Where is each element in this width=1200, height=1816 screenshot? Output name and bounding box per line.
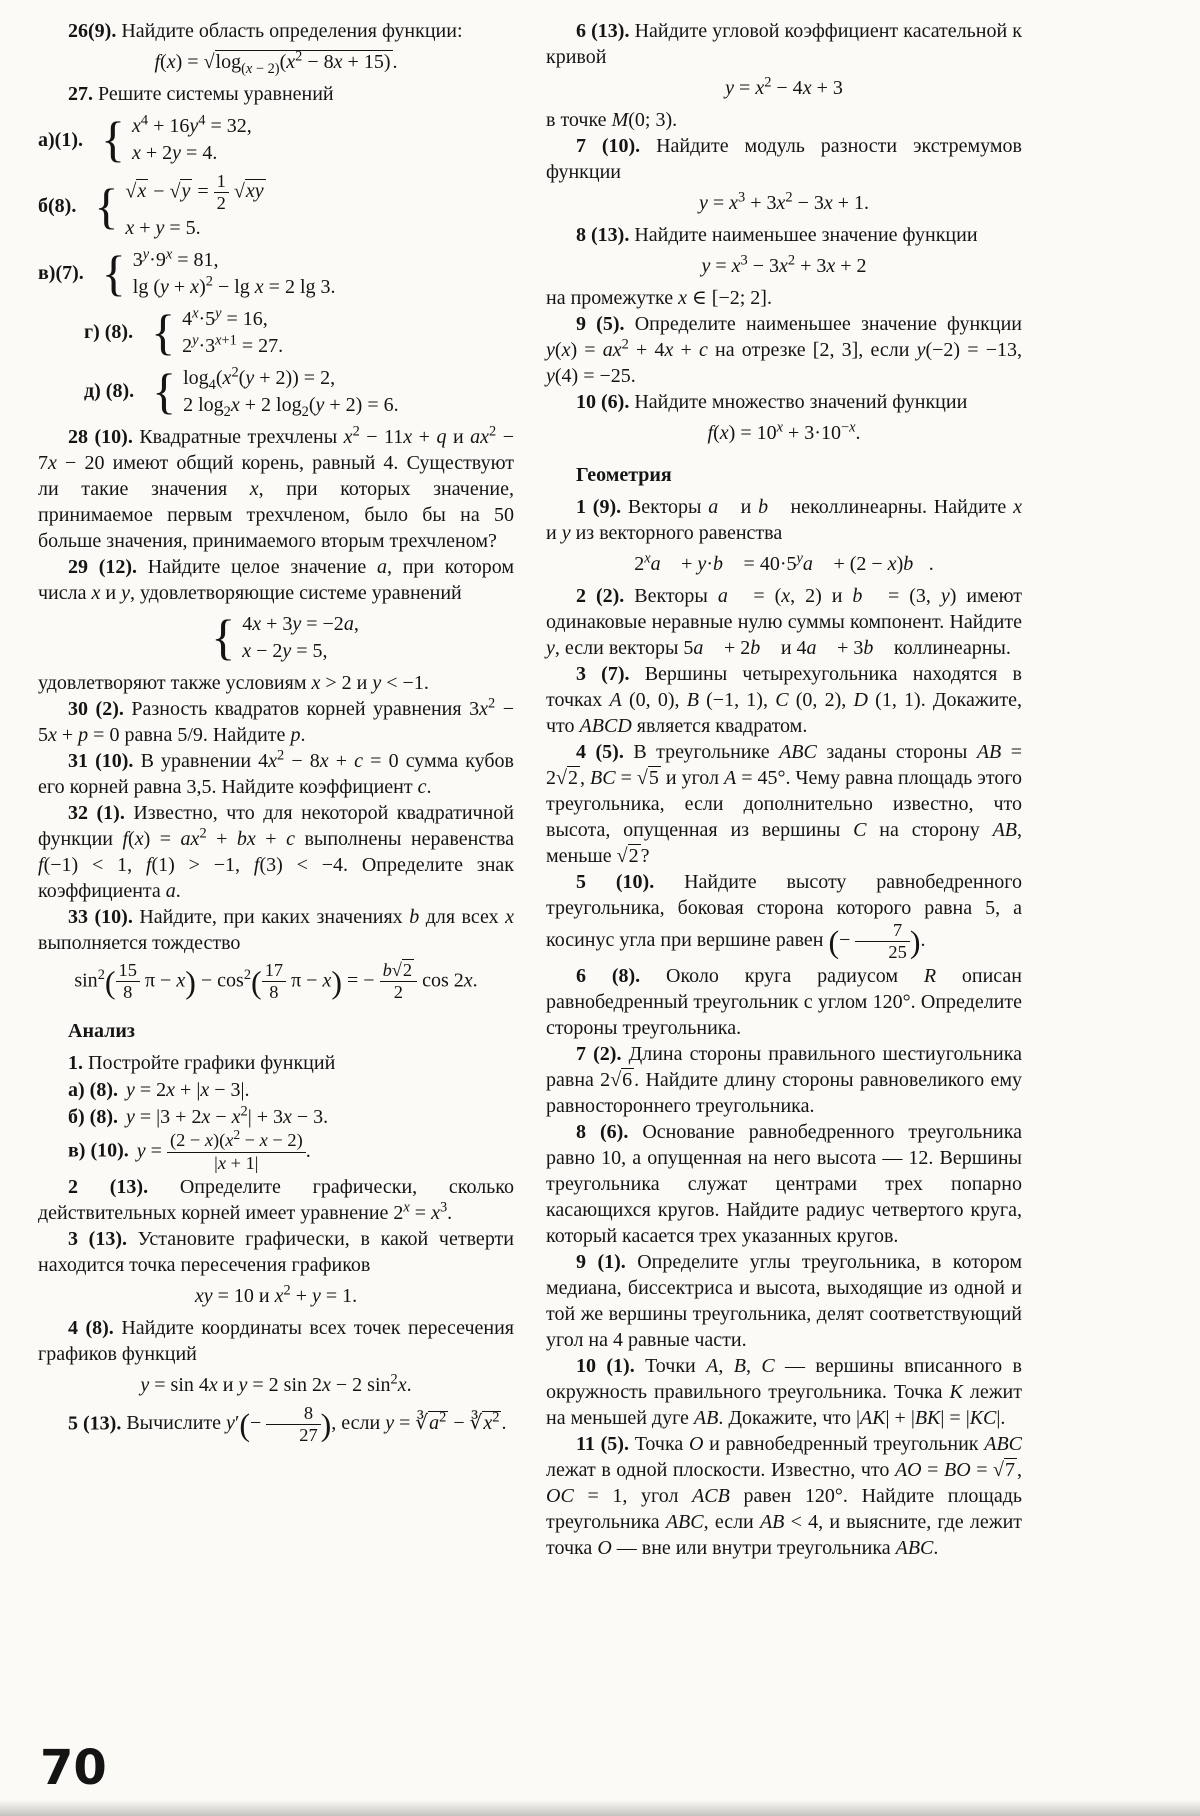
problem-text: Найдите область определения функции: [121,20,463,42]
analysis-problem-9 [546,311,1022,389]
left-column [38,18,514,1561]
problem-text: В треугольнике ABC заданы стороны AB = 2√2 , BC = √5 и угол A = 45°. Чему равна площадь этого треугольника, если дополнительно известно, что высота, опущенная из вершины C на сторону AB, меньше √2 ? [546,741,1023,867]
equations [125,172,265,241]
formula-26: $f(x) = √\log_{(x - 2)}(x^2 - 8x + 15)$ . [154,48,398,77]
analysis-problem-6 [546,18,1022,70]
problem-number: 2 (13). [68,1175,149,1198]
problem-text: Разность квадратов корней уравнения $3x^2 - 5x + p = 0$ равна 5/9. Найдите p. [38,694,515,746]
brace-symbol: { [152,362,177,419]
analysis-problem-1 [38,1050,514,1076]
section-heading-geometry: Геометрия [576,464,672,486]
brace-symbol: { [94,177,119,234]
problem-text: Векторы a⃗ и b⃗ неколлинеарны. Найдите x и y из векторного равенства [546,496,1022,544]
problem-31 [38,748,514,800]
problem-number: 10 (1). [576,1354,635,1377]
brace-symbol: { [100,111,125,167]
equation: $y = |3 + 2x - x^2| + 3x - 3$. [125,1103,329,1129]
geometry-problem-7 [546,1041,1022,1119]
problem-number: 4 (8). [68,1316,114,1339]
problem-number: 5 (10). [576,871,655,893]
equation-system [211,608,359,665]
subitem-label: д) (8). [84,380,135,403]
geometry-problem-2 [546,583,1022,661]
formula-8: $y = x^3 - 3x^2 + 3x + 2$ [701,252,867,277]
geometry-problem-3 [546,661,1022,739]
problem-number: 9 (1). [576,1250,626,1273]
problem-number: 32 (1). [68,801,125,824]
system-27a [38,113,514,166]
graph-item-v [68,1127,514,1173]
problem-number: 27. [68,83,93,105]
analysis-problem-7 [546,133,1022,185]
problem-text: Решите системы уравнений [98,83,334,105]
subitem-label: б(8). [38,195,77,218]
equation: $x^4 + 16y^4 = 32$, [131,112,252,137]
system-27v [38,244,514,301]
problem-text: В уравнении $4x^2 - 8x + c = 0$ сумма кубов его корней равна 3,5. Найдите коэффициент c. [38,746,514,798]
equation: $4^x\cdot 5^y = 16$, [182,304,268,330]
problem-number: 3 (7). [576,663,630,685]
brace-symbol: { [101,244,126,301]
problem-text: Точки A, B, C — вершины вписанного в окружность правильного треугольника. Точка K лежит на меньшей дуге AB. Докажите, что |AK| + |BK| = |KC|. [546,1354,1022,1429]
geometry-problem-5 [546,869,1022,963]
formula-6: $y = x^2 - 4x + 3$ [725,74,843,99]
brace-symbol: { [211,608,236,665]
problem-number: 31 (10). [68,749,134,772]
geometry-problem-6 [546,963,1022,1041]
system-27g [84,303,514,360]
problem-text: Векторы a⃗ = (x, 2) и b⃗ = (3, y) имеют одинаковые неравные нулю суммы компонент. Найдите y, если векторы 5a⃗ + 2b⃗ и 4a⃗ + 3b⃗ коллинеарны. [546,585,1022,659]
problem-text: Около круга радиусом R описан равнобедренный треугольник с углом 120°. Определите стороны треугольника. [546,964,1023,1039]
problem-number: 6 (13). [576,20,630,42]
equations [183,365,398,418]
subitem-label: г) (8). [84,321,134,344]
formula-3: xy = 10 и $x^2 + y = 1$. [194,1282,358,1307]
problem-28 [38,424,514,554]
equation: y = $\frac{(2 - x)(x^2 - x - 2)}{|x + 1|}$ . [136,1127,311,1173]
problem-26 [38,18,514,44]
geometry-problem-4 [546,739,1022,869]
problem-text: Определите углы треугольника, в котором медиана, биссектриса и высота, выходящие из одной и той же вершины треугольника, делят соответствующий угол на 4 равные части. [546,1250,1022,1351]
problem-6-continuation: в точке M(0; 3). [546,109,678,131]
equations [242,611,359,664]
problem-number: 9 (5). [576,313,625,335]
subitem-label: а) (8). [68,1079,118,1102]
problem-text: Найдите высоту равнобедренного треугольника, боковая сторона которого равна 5, а косинус угла при вершине равен (− $\frac{7}{25}$ ). [546,871,1022,963]
problem-27 [38,81,514,107]
problem-number: 6 (8). [576,964,641,987]
problem-text: Известно, что для некоторой квадратичной функции $f(x) = ax^2$ + bx + c выполнены неравенства f(−1) < 1, f(1) > −1, f(3) < −4. Определите знак коэффициента a. [38,801,514,902]
problem-number: 26(9). [68,20,117,42]
equation: 4x + 3y = −2a, [242,612,359,635]
problem-text: Найдите модуль разности экстремумов функции [546,135,1022,183]
page-number: 70 [40,1740,107,1796]
analysis-problem-5 [38,1404,514,1446]
problem-text: Основание равнобедренного треугольника равно 10, а опущенная на него высота — 12. Вершины треугольника служат центрами трех попарно касающихся кругов. Найдите радиус четвертого круга, который касается трех указанных кругов. [546,1120,1022,1247]
equation-system [94,172,265,241]
equation: $\lg (y + x)^2 - \lg x = 2$ lg 3. [132,272,336,298]
problem-number: 7 (10). [576,135,641,157]
right-column [546,18,1022,1561]
analysis-problem-8 [546,222,1022,248]
problem-text: Вычислите y′(− $\frac{8}{27}$ ), если $y = ∛a^2$ − $∛x^2$ . [126,1402,507,1446]
geometry-problem-1 [546,494,1022,546]
section-heading-analysis: Анализ [68,1020,135,1043]
analysis-problem-2 [38,1174,514,1226]
brace-symbol: { [151,303,176,360]
equation-system [101,244,336,301]
problem-text: Постройте графики функций [88,1052,336,1075]
equation: 2 $\log_2x + 2$ $\log_2(y + 2) = 6$. [183,393,399,420]
problem-text: Определите графически, сколько действительных корней имеет уравнение $2^x = x^3$. [38,1175,514,1224]
geometry-problem-8 [546,1119,1022,1249]
problem-8-continuation: на промежутке x ∈ [−2; 2]. [546,287,772,309]
problem-29-continuation: удовлетворяют также условиям x > 2 и y < −1. [38,671,429,694]
formula-10: $f(x) = 10^x + 3\cdot 10^{-x}$. [707,419,861,444]
problem-30 [38,696,514,748]
analysis-problem-10 [546,389,1022,415]
analysis-problem-3 [38,1226,514,1278]
equation-system [151,303,284,360]
problem-number: 1. [68,1052,83,1075]
problem-number: 1 (9). [576,496,622,518]
problem-text: Квадратные трехчлены $x^2 - 11x + q$ и $ax^2 - 7x - 20$ имеют общий корень, равный 4. Существуют ли такие значения x, при которых значение, принимаемое первым трехчленом, было бы на 50 больше значения, принимаемого вторым трехчленом? [38,422,515,552]
graph-item-b [68,1104,514,1130]
problem-number: 30 (2). [68,697,124,720]
problem-text: Определите наименьшее значение функции $y(x) = ax^2 + 4x + c$ на отрезке [2, 3], если y(−2) = −13, y(4) = −25. [546,313,1023,387]
problem-text: Установите графически, в какой четверти находится точка пересечения графиков [38,1227,514,1276]
problem-text: Длина стороны правильного шестиугольника равна 2√6 . Найдите длину стороны равновеликого ему равностороннего треугольника. [546,1042,1022,1117]
problem-text: Найдите наименьшее значение функции [634,224,978,246]
problem-29 [38,554,514,606]
system-27b [38,172,514,241]
problem-number: 11 (5). [576,1432,629,1455]
subitem-label: а)(1). [38,128,83,151]
problem-text: Найдите множество значений функции [634,391,968,413]
problem-number: 7 (2). [576,1042,622,1065]
problem-number: 29 (12). [68,555,138,578]
subitem-label: б) (8). [68,1106,118,1129]
problem-number: 4 (5). [576,741,624,763]
equation: $\log_4(x^2(y + 2)) = 2$, [183,363,336,393]
problem-number: 8 (6). [576,1120,629,1143]
page-content [38,18,1022,1561]
problem-number: 5 (13). [68,1412,122,1435]
geometry-problem-9 [546,1249,1022,1353]
equations [182,306,283,359]
graph-item-a [68,1077,514,1103]
formula-g1: $2^xa⃗$ + y·b⃗ = $40\cdot 5^ya⃗ + (2$ − x)b⃗. [634,550,934,575]
problem-number: 33 (10). [68,905,133,928]
subitem-label: в)(7). [38,262,84,285]
equation: √x − √y = $\frac{1}{2}$ √xy [125,171,264,214]
equations [133,247,336,300]
system-29 [38,608,514,665]
formula-33: $\sin^2$( $\frac{15}{8}$ $\pi - x) - \cos^2$( $\frac{17}{8}$ π − x) = − $\frac{b√2}{2}$ cos 2x. [74,959,478,1002]
equation: $2^y\cdot 3^{x+1} = 27$. [182,331,284,357]
problem-text: Найдите угловой коэффициент касательной к кривой [546,20,1023,68]
problem-text: Найдите, при каких значениях b для всех x выполняется тождество [38,905,514,954]
equation: x − 2y = 5, [242,639,328,662]
problem-text: Найдите целое значение a, при котором числа x и y, удовлетворяющие системе уравнений [38,555,514,604]
equation: x + 2y = 4. [131,142,218,164]
problem-number: 2 (2). [576,585,625,607]
problem-text: Точка O и равнобедренный треугольник ABC лежат в одной плоскости. Известно, что AO = BO = √7 , OC = 1, угол ACB равен 120°. Найдите площадь треугольника ABC, если AB < 4, и выясните, где лежит точка O — вне или внутри треугольника ABC. [546,1432,1023,1559]
equation: x + y = 5. [125,216,201,239]
equations [132,113,252,166]
problem-number: 28 (10). [68,425,133,448]
equation: $3^y\cdot 9^x = 81$, [132,245,219,271]
problem-32 [38,800,514,904]
problem-number: 10 (6). [576,391,630,413]
problem-number: 8 (13). [576,224,630,246]
formula-7: $y = x^3 + 3x^2 - 3x + 1$. [698,189,870,214]
system-27d [84,362,514,420]
problem-text: Вершины четырехугольника находятся в точках A (0, 0), B (−1, 1), C (0, 2), D (1, 1). Докажите, что ABCD является квадратом. [546,663,1022,737]
formula-4: y = sin 4x и y = 2 sin 2x − 2 $\sin^2x$. [140,1371,412,1396]
problem-text: Найдите координаты всех точек пересечения графиков функций [38,1316,515,1365]
problem-number: 3 (13). [68,1227,127,1250]
problem-33 [38,904,514,956]
geometry-problem-10 [546,1353,1022,1431]
equation-system [101,113,252,166]
geometry-problem-11 [546,1431,1022,1561]
equation-system [152,362,399,420]
equation: y = 2x + |x − 3|. [125,1079,250,1102]
analysis-problem-4 [38,1315,514,1367]
subitem-label: в) (10). [68,1139,129,1162]
